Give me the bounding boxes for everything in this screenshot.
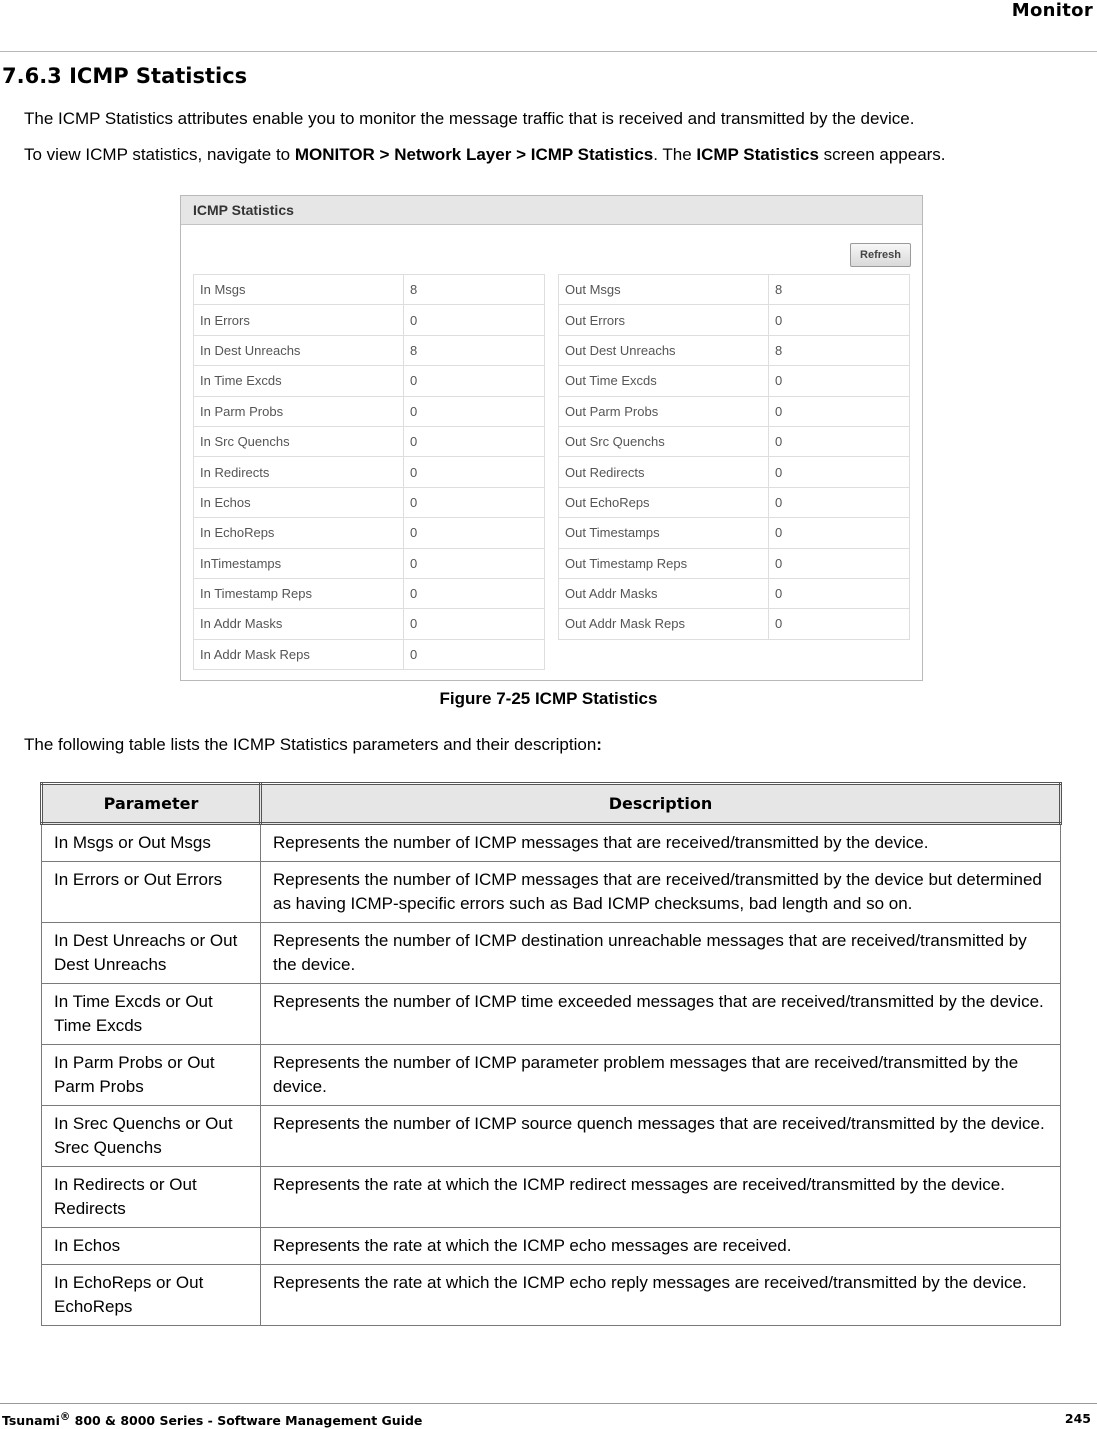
- stat-label: Out Errors: [559, 305, 769, 335]
- stat-row: [194, 396, 545, 426]
- parameter-cell: In Redirects or Out Redirects: [42, 1167, 261, 1228]
- stat-value: 0: [769, 609, 910, 639]
- description-cell: Represents the number of ICMP messages that are received/transmitted by the device.: [261, 824, 1061, 862]
- stat-label: Out Parm Probs: [559, 396, 769, 426]
- stat-row: [194, 275, 545, 305]
- stat-row: [194, 335, 545, 365]
- stat-value: 0: [404, 548, 545, 578]
- table-row: [42, 1265, 1061, 1326]
- stat-label: In Addr Mask Reps: [194, 639, 404, 669]
- stat-label: In Src Quenchs: [194, 426, 404, 456]
- stat-row: [194, 639, 545, 669]
- table-row: [42, 1106, 1061, 1167]
- running-header: Monitor: [1011, 0, 1093, 21]
- stat-value: 0: [404, 518, 545, 548]
- description-cell: Represents the rate at which the ICMP echo reply messages are received/transmitted by the device.: [261, 1265, 1061, 1326]
- stat-row: [559, 487, 910, 517]
- out-stats-table: [558, 274, 910, 640]
- stat-label: Out Addr Mask Reps: [559, 609, 769, 639]
- stat-value: 0: [769, 426, 910, 456]
- stat-value: 0: [769, 457, 910, 487]
- stat-value: 0: [404, 457, 545, 487]
- stat-label: Out EchoReps: [559, 487, 769, 517]
- stat-value: 0: [404, 305, 545, 335]
- parameter-cell: In EchoReps or Out EchoReps: [42, 1265, 261, 1326]
- parameter-cell: In Echos: [42, 1228, 261, 1265]
- screen-name: ICMP Statistics: [696, 145, 819, 164]
- table-row: [42, 984, 1061, 1045]
- stat-value: 0: [404, 487, 545, 517]
- page-number: 245: [1064, 1411, 1091, 1426]
- intro-paragraph: The ICMP Statistics attributes enable you to monitor the message traffic that is received and transmitted by the device.: [24, 109, 915, 128]
- description-cell: Represents the number of ICMP destination unreachable messages that are received/transmitted by the device.: [261, 923, 1061, 984]
- stat-value: 8: [404, 335, 545, 365]
- table-row: [42, 862, 1061, 923]
- stat-value: 8: [769, 335, 910, 365]
- parameter-cell: In Errors or Out Errors: [42, 862, 261, 923]
- stat-label: In EchoReps: [194, 518, 404, 548]
- stat-label: Out Timestamp Reps: [559, 548, 769, 578]
- stat-label: InTimestamps: [194, 548, 404, 578]
- description-header: Description: [261, 784, 1061, 824]
- stat-row: [559, 457, 910, 487]
- table-row: [42, 923, 1061, 984]
- stat-label: Out Src Quenchs: [559, 426, 769, 456]
- stat-value: 0: [404, 366, 545, 396]
- stat-row: [559, 335, 910, 365]
- stat-row: [559, 518, 910, 548]
- stat-value: 0: [769, 548, 910, 578]
- description-cell: Represents the number of ICMP source quench messages that are received/transmitted by the device.: [261, 1106, 1061, 1167]
- table-header-row: [42, 784, 1061, 824]
- stat-row: [559, 578, 910, 608]
- table-intro-paragraph: The following table lists the ICMP Statistics parameters and their description:: [24, 735, 602, 754]
- parameter-cell: In Srec Quenchs or Out Srec Quenchs: [42, 1106, 261, 1167]
- stat-row: [559, 366, 910, 396]
- table-row: [42, 824, 1061, 862]
- table-row: [42, 1228, 1061, 1265]
- stat-value: 0: [769, 578, 910, 608]
- footer-title: Tsunami® 800 & 8000 Series - Software Management Guide: [2, 1411, 423, 1429]
- stat-label: In Errors: [194, 305, 404, 335]
- footer-rule: [0, 1403, 1097, 1404]
- stat-value: 0: [404, 609, 545, 639]
- stat-value: 0: [404, 426, 545, 456]
- stat-value: 0: [404, 639, 545, 669]
- parameter-table: [40, 782, 1062, 1326]
- stat-label: Out Redirects: [559, 457, 769, 487]
- stat-row: [194, 578, 545, 608]
- navigation-paragraph: To view ICMP statistics, navigate to MONITOR > Network Layer > ICMP Statistics. The ICMP Statistics screen appears.: [24, 145, 946, 164]
- stat-value: 0: [769, 487, 910, 517]
- panel-title: ICMP Statistics: [181, 196, 922, 225]
- stat-value: 8: [404, 275, 545, 305]
- stat-label: Out Msgs: [559, 275, 769, 305]
- stat-row: [194, 487, 545, 517]
- stat-value: 0: [769, 396, 910, 426]
- description-cell: Represents the rate at which the ICMP echo messages are received.: [261, 1228, 1061, 1265]
- stat-label: Out Addr Masks: [559, 578, 769, 608]
- description-cell: Represents the rate at which the ICMP redirect messages are received/transmitted by the device.: [261, 1167, 1061, 1228]
- refresh-button[interactable]: Refresh: [850, 243, 911, 267]
- stat-value: 8: [769, 275, 910, 305]
- stat-label: In Time Excds: [194, 366, 404, 396]
- description-cell: Represents the number of ICMP messages that are received/transmitted by the device but determined as having ICMP-specific errors such as Bad ICMP checksums, bad length and so on.: [261, 862, 1061, 923]
- parameter-cell: In Time Excds or Out Time Excds: [42, 984, 261, 1045]
- stat-label: In Timestamp Reps: [194, 578, 404, 608]
- stat-value: 0: [769, 366, 910, 396]
- menu-path: MONITOR > Network Layer > ICMP Statistics: [294, 145, 654, 164]
- stat-label: In Dest Unreachs: [194, 335, 404, 365]
- description-cell: Represents the number of ICMP time exceeded messages that are received/transmitted by the device.: [261, 984, 1061, 1045]
- header-rule: [0, 51, 1097, 52]
- stat-label: In Msgs: [194, 275, 404, 305]
- stat-value: 0: [769, 518, 910, 548]
- stat-row: [194, 366, 545, 396]
- stat-row: [194, 457, 545, 487]
- stat-row: [194, 548, 545, 578]
- section-title: 7.6.3 ICMP Statistics: [2, 64, 248, 88]
- stat-row: [559, 396, 910, 426]
- stat-label: Out Timestamps: [559, 518, 769, 548]
- stat-row: [194, 305, 545, 335]
- stat-value: 0: [769, 305, 910, 335]
- table-row: [42, 1045, 1061, 1106]
- stat-label: In Redirects: [194, 457, 404, 487]
- stat-row: [559, 305, 910, 335]
- stat-label: In Echos: [194, 487, 404, 517]
- stat-value: 0: [404, 396, 545, 426]
- stat-row: [559, 548, 910, 578]
- parameter-header: Parameter: [42, 784, 261, 824]
- parameter-cell: In Msgs or Out Msgs: [42, 824, 261, 862]
- stat-row: [194, 426, 545, 456]
- stat-label: Out Time Excds: [559, 366, 769, 396]
- figure-caption: Figure 7-25 ICMP Statistics: [439, 689, 658, 708]
- stat-row: [559, 609, 910, 639]
- icmp-statistics-panel: [180, 195, 923, 681]
- stat-row: [559, 426, 910, 456]
- description-cell: Represents the number of ICMP parameter problem messages that are received/transmitted by the device.: [261, 1045, 1061, 1106]
- stat-label: Out Dest Unreachs: [559, 335, 769, 365]
- stat-row: [194, 518, 545, 548]
- stat-row: [559, 275, 910, 305]
- parameter-cell: In Dest Unreachs or Out Dest Unreachs: [42, 923, 261, 984]
- stat-row: [194, 609, 545, 639]
- in-stats-table: [193, 274, 545, 670]
- stat-value: 0: [404, 578, 545, 608]
- table-row: [42, 1167, 1061, 1228]
- stat-label: In Parm Probs: [194, 396, 404, 426]
- stat-label: In Addr Masks: [194, 609, 404, 639]
- parameter-cell: In Parm Probs or Out Parm Probs: [42, 1045, 261, 1106]
